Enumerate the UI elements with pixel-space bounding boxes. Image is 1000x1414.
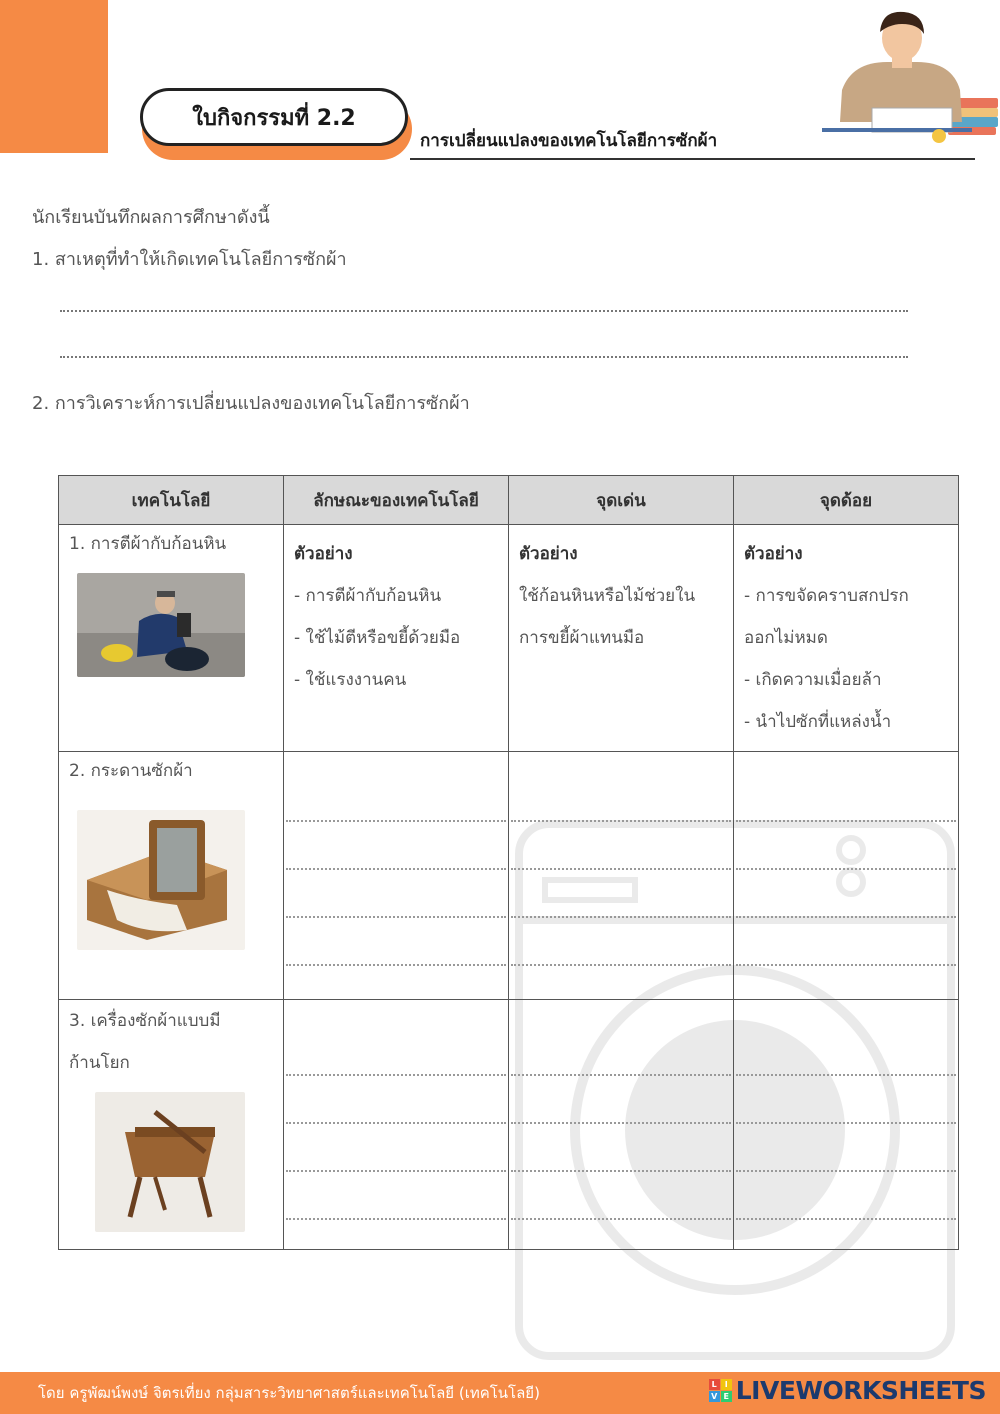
technology-label: 1. การตีผ้ากับก้อนหิน: [69, 534, 227, 554]
answer-line[interactable]: [286, 1172, 506, 1220]
answer-line[interactable]: [511, 870, 731, 918]
question-1: 1. สาเหตุที่ทำให้เกิดเทคโนโลยีการซักผ้า: [32, 249, 347, 270]
answer-line[interactable]: [736, 822, 956, 870]
strengths-cell: [509, 752, 734, 1000]
weaknesses-heading: ตัวอย่าง: [744, 544, 803, 564]
header-weaknesses: จุดด้อย: [734, 476, 959, 525]
technology-cell: [59, 525, 284, 752]
answer-line[interactable]: [736, 1028, 956, 1076]
logo-letter: V: [709, 1391, 720, 1402]
analysis-table: [58, 475, 959, 1250]
technology-cell: [59, 752, 284, 1000]
header-features: ลักษณะของเทคโนโลยี: [284, 476, 509, 525]
features-cell: [284, 752, 509, 1000]
table-row: [59, 1000, 959, 1250]
answer-line[interactable]: [736, 870, 956, 918]
weakness-line: ออกไม่หมด: [744, 628, 828, 648]
answer-line[interactable]: [286, 774, 506, 822]
stone-washing-photo: [77, 573, 245, 677]
worksheet-subtitle: การเปลี่ยนแปลงของเทคโนโลยีการซักผ้า: [420, 131, 718, 151]
instruction-text: นักเรียนบันทึกผลการศึกษาดังนี้: [32, 207, 270, 228]
washboard-photo: [77, 810, 245, 950]
strength-line: การขยี้ผ้าแทนมือ: [519, 628, 645, 648]
answer-line[interactable]: [511, 1076, 731, 1124]
answer-line[interactable]: [286, 870, 506, 918]
table-row: [59, 752, 959, 1000]
answer-line[interactable]: [736, 1124, 956, 1172]
question-2: 2. การวิเคราะห์การเปลี่ยนแปลงของเทคโนโลยีการซักผ้า: [32, 393, 470, 414]
feature-item: - ใช้แรงงานคน: [294, 670, 407, 690]
logo-text: LIVEWORKSHEETS: [735, 1376, 986, 1405]
strengths-heading: ตัวอย่าง: [519, 544, 578, 564]
answer-line[interactable]: [286, 1076, 506, 1124]
answer-line[interactable]: [736, 1172, 956, 1220]
table-header-row: [59, 476, 959, 525]
teacher-illustration: [812, 2, 1000, 152]
answer-line[interactable]: [736, 1076, 956, 1124]
lever-washer-photo: [95, 1092, 245, 1232]
answer-line[interactable]: [511, 918, 731, 966]
feature-item: - ใช้ไม้ตีหรือขยี้ด้วยมือ: [294, 628, 461, 648]
features-heading: ตัวอย่าง: [294, 544, 353, 564]
header-technology: เทคโนโลยี: [59, 476, 284, 525]
answer-line[interactable]: [286, 822, 506, 870]
technology-label: 2. กระดานซักผ้า: [69, 761, 193, 781]
header-rule: [410, 158, 975, 160]
weakness-line: - การขจัดคราบสกปรก: [744, 586, 909, 606]
features-cell: [284, 1000, 509, 1250]
live-grid-icon: [709, 1379, 732, 1402]
answer-line[interactable]: [511, 1124, 731, 1172]
answer-line[interactable]: [511, 1172, 731, 1220]
liveworksheets-logo[interactable]: [709, 1376, 986, 1405]
features-cell: [284, 525, 509, 752]
header-strengths: จุดเด่น: [509, 476, 734, 525]
footer-bar: [0, 1372, 1000, 1414]
worksheet-title: ใบกิจกรรมที่ 2.2: [140, 88, 408, 146]
answer-line[interactable]: [511, 774, 731, 822]
strengths-cell: [509, 525, 734, 752]
answer-line[interactable]: [286, 918, 506, 966]
weakness-line: - นำไปซักที่แหล่งน้ำ: [744, 712, 892, 732]
weaknesses-cell: [734, 525, 959, 752]
answer-line-1[interactable]: [60, 310, 908, 312]
technology-label-line2: ก้านโยก: [69, 1053, 130, 1073]
weaknesses-cell: [734, 752, 959, 1000]
weakness-line: - เกิดความเมื่อยล้า: [744, 670, 882, 690]
answer-line[interactable]: [511, 822, 731, 870]
feature-item: - การตีผ้ากับก้อนหิน: [294, 586, 442, 606]
answer-line[interactable]: [286, 1028, 506, 1076]
logo-letter: I: [721, 1379, 732, 1390]
footer-credit: โดย ครูพัฒน์พงษ์ จิตรเที่ยง กลุ่มสาระวิทยาศาสตร์และเทคโนโลยี (เทคโนโลยี): [38, 1384, 540, 1402]
answer-line[interactable]: [736, 774, 956, 822]
orange-corner-decoration: [0, 0, 108, 153]
answer-line[interactable]: [286, 1124, 506, 1172]
technology-cell: [59, 1000, 284, 1250]
weaknesses-cell: [734, 1000, 959, 1250]
answer-line[interactable]: [511, 1028, 731, 1076]
strength-line: ใช้ก้อนหินหรือไม้ช่วยใน: [519, 586, 696, 606]
table-row: [59, 525, 959, 752]
logo-letter: E: [721, 1391, 732, 1402]
answer-line-2[interactable]: [60, 356, 908, 358]
technology-label-line1: 3. เครื่องซักผ้าแบบมี: [69, 1011, 221, 1031]
answer-line[interactable]: [736, 918, 956, 966]
strengths-cell: [509, 1000, 734, 1250]
logo-letter: L: [709, 1379, 720, 1390]
